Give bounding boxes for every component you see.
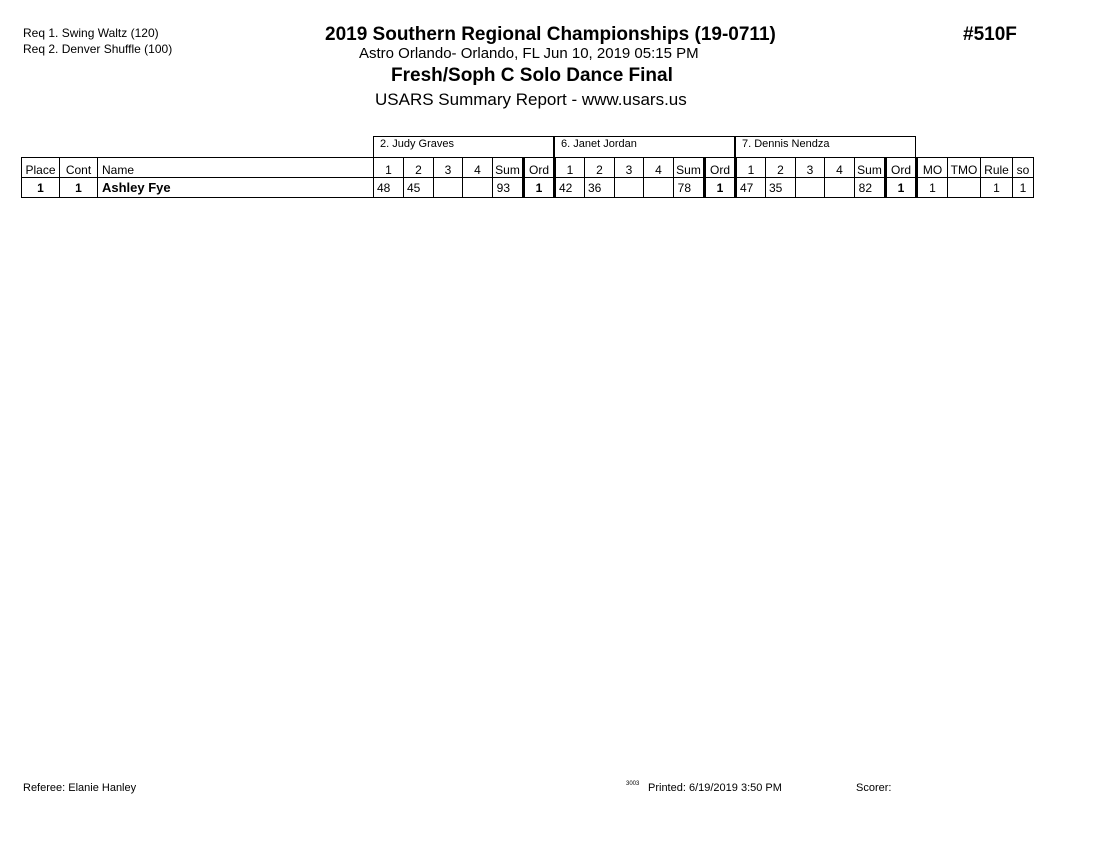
cell-j2-s4	[644, 178, 674, 198]
results-table	[21, 157, 1034, 198]
cell-cont: 1	[60, 178, 98, 198]
col-place: Place	[22, 158, 60, 178]
cell-j2-s1: 42	[555, 178, 585, 198]
judge-header-2: 6. Janet Jordan	[554, 136, 735, 157]
table-row	[22, 178, 1034, 198]
col-j3-sum: Sum	[855, 158, 886, 178]
col-j1-ord: Ord	[524, 158, 555, 178]
judge-header-1: 2. Judy Graves	[373, 136, 554, 157]
cell-tmo	[948, 178, 981, 198]
cell-j3-s2: 35	[766, 178, 796, 198]
col-j3-ord: Ord	[886, 158, 917, 178]
col-j2-4: 4	[644, 158, 674, 178]
col-j1-1: 1	[374, 158, 404, 178]
event-title: Fresh/Soph C Solo Dance Final	[391, 65, 673, 86]
col-j3-3: 3	[796, 158, 825, 178]
col-cont: Cont	[60, 158, 98, 178]
col-j1-2: 2	[404, 158, 434, 178]
competition-title: 2019 Southern Regional Championships (19-0711)	[325, 24, 776, 45]
requirement-2: Req 2. Denver Shuffle (100)	[23, 42, 173, 56]
col-mo: MO	[917, 158, 948, 178]
cell-name: Ashley Fye	[98, 178, 374, 198]
cell-j1-s2: 45	[404, 178, 434, 198]
cell-j3-s1: 47	[736, 178, 766, 198]
col-name: Name	[98, 158, 374, 178]
col-j2-ord: Ord	[705, 158, 736, 178]
col-tmo: TMO	[948, 158, 981, 178]
printed-timestamp: Printed: 6/19/2019 3:50 PM	[648, 782, 782, 794]
report-code: 3003	[626, 781, 640, 787]
col-j2-3: 3	[615, 158, 644, 178]
cell-so: 1	[1013, 178, 1034, 198]
cell-j1-ord: 1	[524, 178, 555, 198]
col-j3-1: 1	[736, 158, 766, 178]
col-j1-3: 3	[434, 158, 463, 178]
cell-j2-s3	[615, 178, 644, 198]
cell-rule: 1	[981, 178, 1013, 198]
cell-j3-s4	[825, 178, 855, 198]
col-j3-2: 2	[766, 158, 796, 178]
requirement-1: Req 1. Swing Waltz (120)	[23, 26, 159, 40]
cell-j3-sum: 82	[855, 178, 886, 198]
col-j2-1: 1	[555, 158, 585, 178]
cell-j1-s3	[434, 178, 463, 198]
referee-label: Referee: Elanie Hanley	[23, 782, 137, 794]
col-j1-4: 4	[463, 158, 493, 178]
cell-j2-s2: 36	[585, 178, 615, 198]
cell-j1-sum: 93	[493, 178, 524, 198]
report-title: USARS Summary Report - www.usars.us	[375, 90, 687, 109]
col-j3-4: 4	[825, 158, 855, 178]
judge-header-3: 7. Dennis Nendza	[735, 136, 916, 157]
header-row	[22, 158, 1034, 178]
col-rule: Rule	[981, 158, 1013, 178]
cell-place: 1	[22, 178, 60, 198]
event-number: #510F	[963, 24, 1017, 45]
col-j2-2: 2	[585, 158, 615, 178]
venue-datetime: Astro Orlando- Orlando, FL Jun 10, 2019 05:15 PM	[359, 45, 699, 62]
col-j1-sum: Sum	[493, 158, 524, 178]
cell-j1-s4	[463, 178, 493, 198]
cell-j3-s3	[796, 178, 825, 198]
col-j2-sum: Sum	[674, 158, 705, 178]
col-so: so	[1013, 158, 1034, 178]
cell-j2-ord: 1	[705, 178, 736, 198]
cell-j3-ord: 1	[886, 178, 917, 198]
cell-j2-sum: 78	[674, 178, 705, 198]
scorer-label: Scorer:	[856, 782, 892, 794]
cell-mo: 1	[917, 178, 948, 198]
cell-j1-s1: 48	[374, 178, 404, 198]
